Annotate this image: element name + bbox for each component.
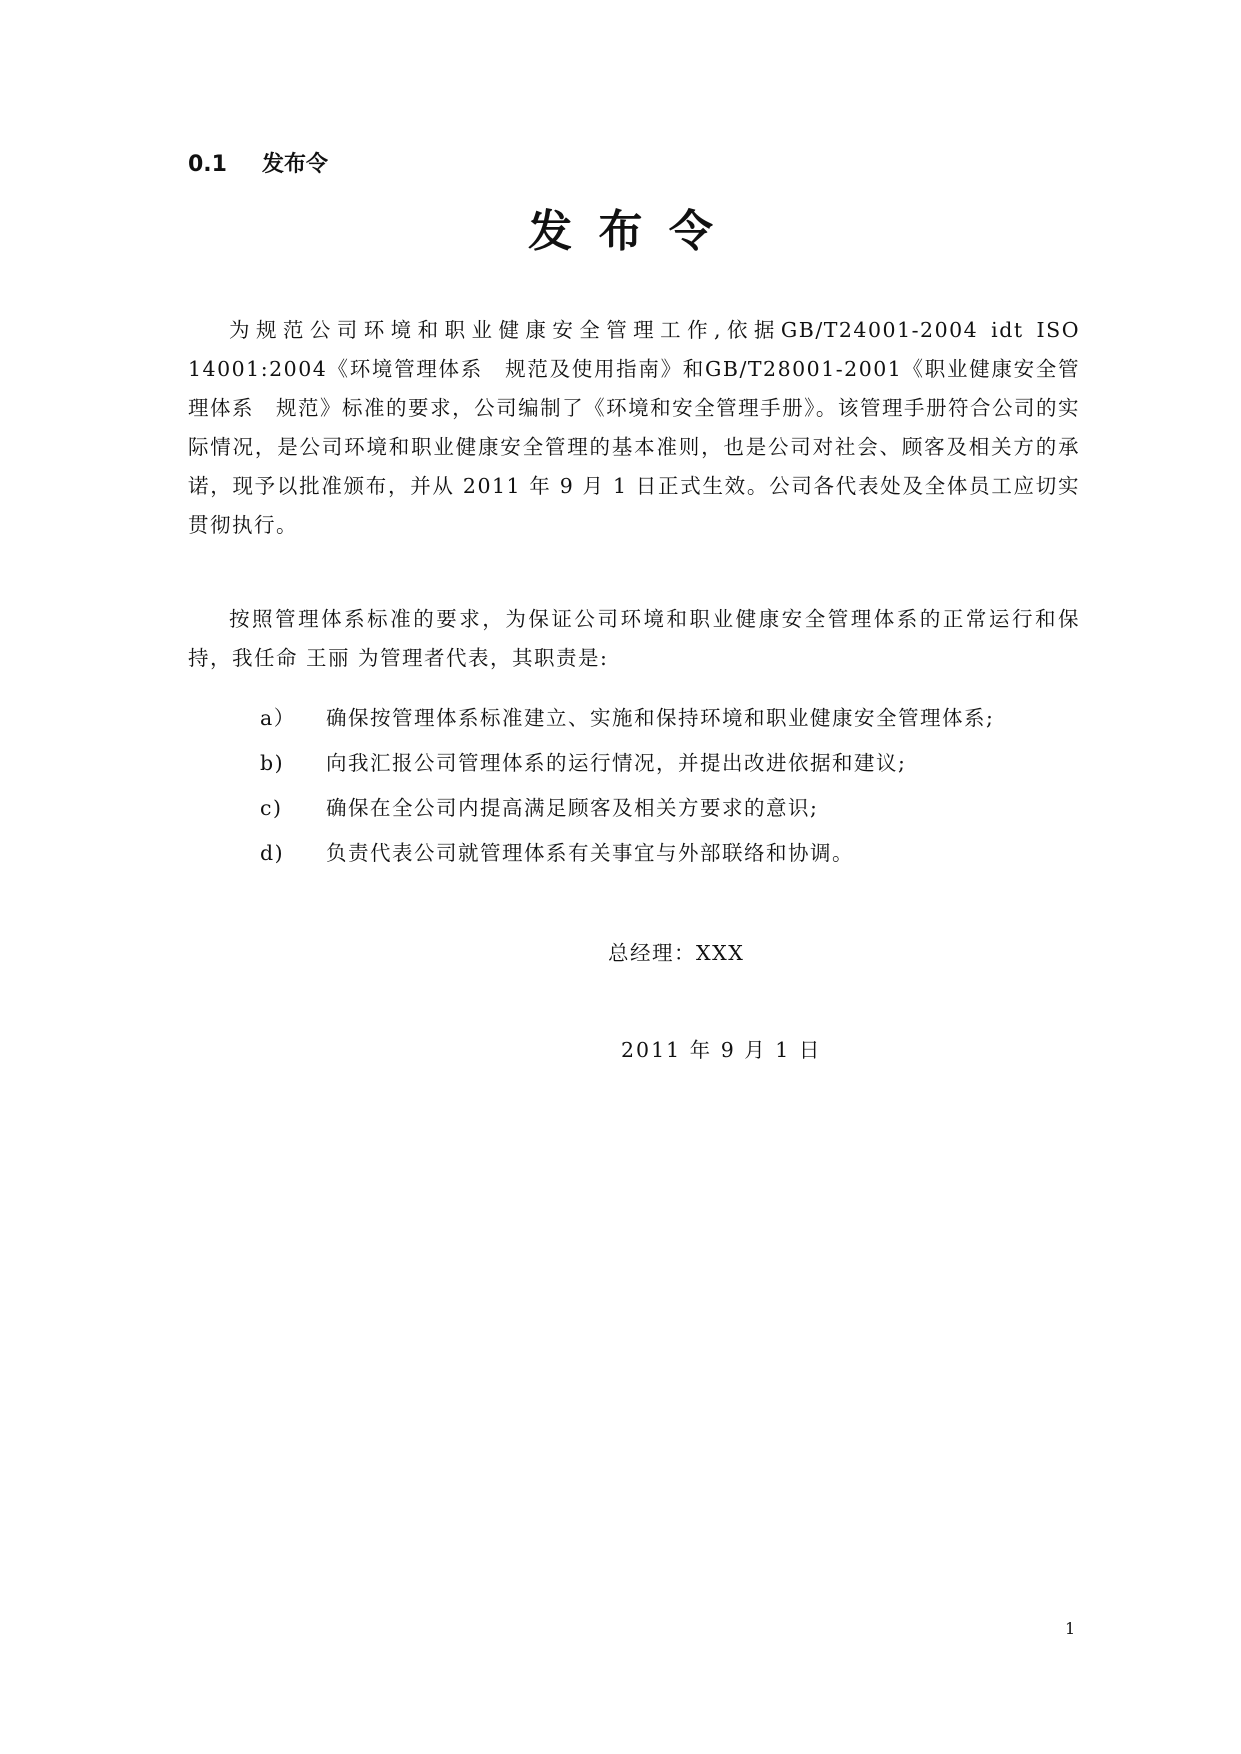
- body-paragraph-2: [188, 600, 1080, 678]
- list-marker: c): [260, 796, 283, 820]
- list-item-text: 确保在全公司内提高满足顾客及相关方要求的意识;: [326, 796, 819, 820]
- list-marker: b): [260, 751, 285, 775]
- page-number: 1: [1065, 1619, 1076, 1638]
- duties-list: [260, 696, 1080, 876]
- list-item: [260, 786, 1080, 831]
- section-heading-text: 发布令: [262, 152, 329, 177]
- issue-date: 2011 年 9 月 1 日: [621, 1038, 822, 1062]
- list-item-text: 负责代表公司就管理体系有关事宜与外部联络和协调。: [326, 841, 854, 865]
- list-marker: d): [260, 841, 285, 865]
- paragraph-text: 为规范公司环境和职业健康安全管理工作,依据GB/T24001-2004 idt ISO 14001:2004《环境管理体系 规范及使用指南》和GB/T28001-2001《职业健康安全管理体系 规范》标准的要求，公司编制了《环境和安全管理手册》。该管理手册符合公司的实际情况，是公司环境和职业健康安全管理的基本准则，也是公司对社会、顾客及相关方的承诺，现予以批准颁布，并从 2011 年 9 月 1 日正式生效。公司各代表处及全体员工应切实贯彻执行。: [188, 318, 1080, 537]
- list-item: [260, 831, 1080, 876]
- section-number: 0.1: [188, 152, 227, 177]
- signature-label: 总经理：: [608, 941, 696, 965]
- section-heading: [188, 150, 328, 180]
- paragraph-text: 按照管理体系标准的要求，为保证公司环境和职业健康安全管理体系的正常运行和保持，我任命 王丽 为管理者代表，其职责是:: [188, 607, 1080, 670]
- signature-line: [608, 938, 744, 968]
- list-item: [260, 741, 1080, 786]
- list-item-text: 确保按管理体系标准建立、实施和保持环境和职业健康安全管理体系;: [326, 706, 995, 730]
- signature-name: XXX: [696, 941, 745, 965]
- list-item-text: 向我汇报公司管理体系的运行情况，并提出改进依据和建议;: [326, 751, 907, 775]
- document-title: 发布令: [528, 206, 740, 257]
- list-marker: a）: [260, 706, 296, 730]
- list-item: [260, 696, 1080, 741]
- body-paragraph-1: [188, 311, 1080, 545]
